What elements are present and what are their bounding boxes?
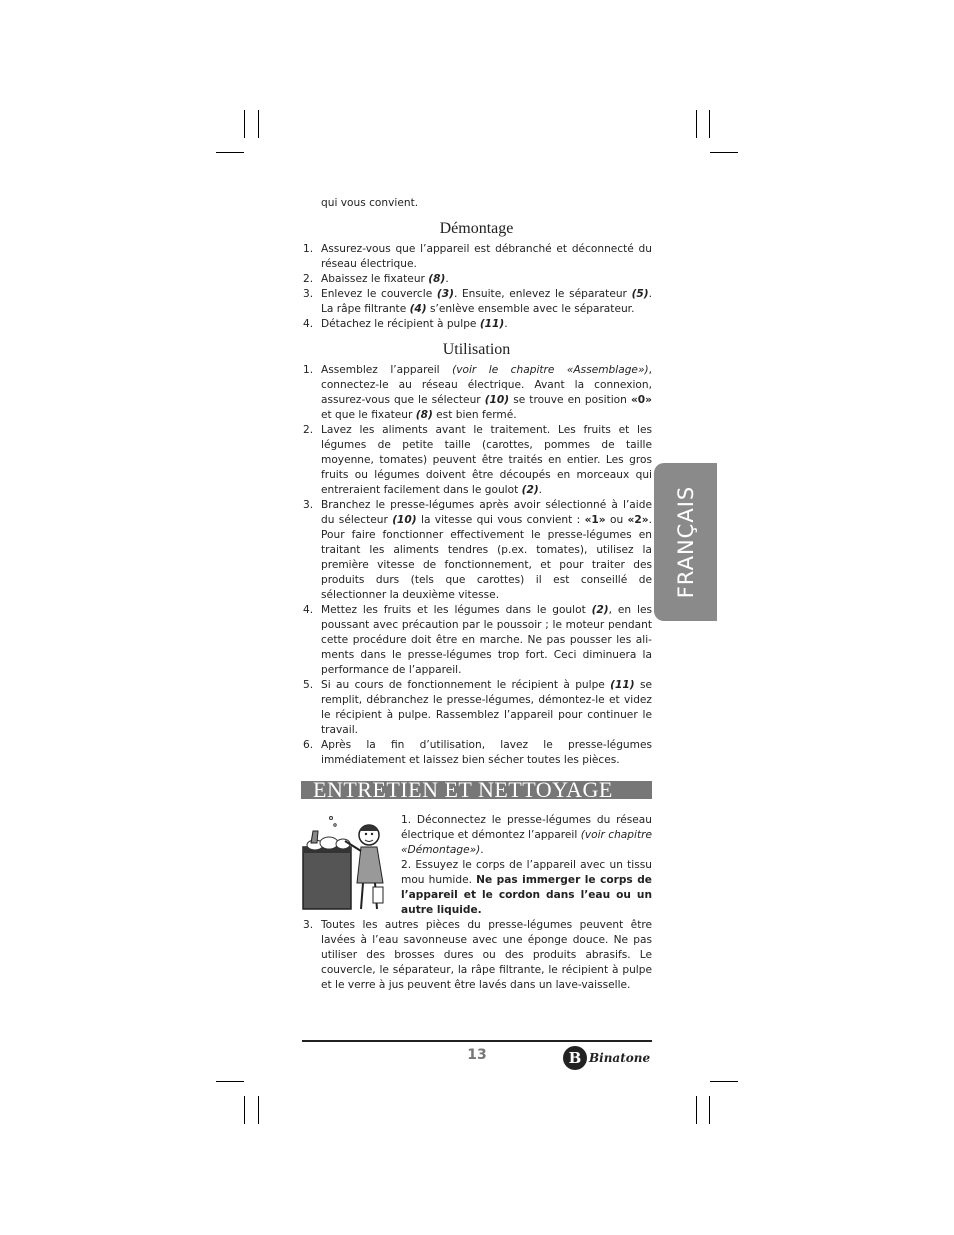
- footer-rule: [302, 1040, 652, 1042]
- text-run: Mettez les fruits et les légumes dans le goulot: [321, 604, 592, 616]
- text-run: , connectez-le au réseau électrique. Avant la connexion, assurez-vous que le sélecteur: [321, 364, 652, 406]
- crop-mark: [258, 110, 259, 138]
- text-run: et que le fixateur: [321, 409, 416, 421]
- list-item: [401, 858, 652, 918]
- crop-mark: [710, 152, 738, 153]
- text-run: . Pour faire fonctionner effectivement le presse-légumes en traitant les aliments tendres (p.ex. tomates), utilisez la première vitesse de fonctionnement, et pour traiter des produits durs (tels que carottes) il est conseillé de sélectionner la deuxième vitesse.: [321, 514, 652, 601]
- list-item: [301, 363, 652, 423]
- crop-mark: [709, 1096, 710, 1124]
- list-item-number: 1.: [303, 243, 314, 255]
- entretien-list: [301, 918, 652, 993]
- text-run: (4): [409, 303, 427, 315]
- washing-person-illustration: [301, 813, 397, 917]
- text-run: (voir chapitre «Démontage»): [401, 829, 652, 856]
- list-item-number: 2.: [303, 273, 314, 285]
- text-run: (11): [479, 318, 505, 330]
- list-item-number: 5.: [303, 679, 314, 691]
- intro-tail: qui vous convient.: [321, 197, 419, 209]
- text-run: est bien fermé.: [432, 409, 517, 421]
- text-run: (10): [392, 514, 417, 526]
- text-run: . La râpe filtrante: [321, 288, 653, 315]
- text-run: Toutes les autres pièces du presse-légumes peuvent être lavées à l’eau savonneuse avec une éponge douce. Ne pas utiliser des brosses dures ou des produits abrasifs. Le couvercle, le séparateur, la râpe filtrante, le récipient à pulpe et le verre à jus peuvent être lavés dans un lave-vaisselle.: [321, 919, 652, 991]
- list-item-number: 4.: [303, 318, 314, 330]
- list-item-number: 3.: [303, 499, 314, 511]
- text-run: .: [538, 484, 543, 496]
- crop-mark: [244, 1096, 245, 1124]
- crop-mark: [710, 1081, 738, 1082]
- text-run: «0»: [630, 394, 653, 406]
- text-run: s’enlève ensemble avec le séparateur.: [426, 303, 635, 315]
- list-item-number: 6.: [303, 739, 314, 751]
- list-item: [301, 678, 652, 738]
- crop-mark: [696, 110, 697, 138]
- text-run: «2»: [627, 514, 649, 526]
- text-run: .: [504, 318, 508, 330]
- list-item: [301, 287, 652, 317]
- text-run: .: [445, 273, 449, 285]
- crop-mark: [696, 1096, 697, 1124]
- brand-logo: [563, 1045, 650, 1071]
- utilisation-heading: Utilisation: [442, 341, 511, 358]
- text-run: Ne pas immerger le corps de l’appareil et le cordon dans l’eau ou un autre liquide.: [401, 874, 652, 916]
- text-run: Lavez les aliments avant le traitement. Les fruits et les légumes de petite taille (carottes, pommes de taille moyenne, tomates) peuvent être traités en entier. Les gros fruits ou légumes doivent être découpés en morceaux qui entreraient facilement dans le goulot: [321, 424, 652, 496]
- crop-mark: [258, 1096, 259, 1124]
- text-run: se trouve en position: [509, 394, 631, 406]
- text-run: (8): [415, 409, 433, 421]
- list-item: [301, 272, 652, 287]
- language-tab-label: FRANÇAIS: [673, 485, 698, 599]
- list-item: [301, 918, 652, 993]
- text-run: «1»: [584, 514, 606, 526]
- text-run: (11): [610, 679, 635, 691]
- text-run: ou: [605, 514, 628, 526]
- text-run: (10): [484, 394, 510, 406]
- list-item-number: 1.: [303, 364, 314, 376]
- text-run: . Ensuite, enlevez le séparateur: [453, 288, 632, 300]
- list-item: [301, 498, 652, 603]
- text-run: la vitesse qui vous convient :: [416, 514, 585, 526]
- text-run: (voir le chapitre «Assemblage»): [452, 364, 649, 376]
- text-run: Après la fin d’utilisation, lavez le presse-légumes immédiatement et laissez bien sécher toutes les pièces.: [321, 739, 652, 766]
- text-run: .: [480, 844, 484, 856]
- crop-mark: [216, 1081, 244, 1082]
- crop-mark: [244, 110, 245, 138]
- list-item-number: 3.: [303, 919, 314, 931]
- page-number: 13: [467, 1047, 487, 1063]
- demontage-list: [301, 242, 652, 332]
- list-item: [301, 423, 652, 498]
- text-run: (3): [436, 288, 454, 300]
- list-item: [301, 738, 652, 768]
- text-run: Branchez le presse-légumes après avoir sélectionné à l’aide du sélecteur: [321, 499, 652, 526]
- list-item: [301, 242, 652, 272]
- list-item-number: 3.: [303, 288, 314, 300]
- list-item: [301, 603, 652, 678]
- list-item: [301, 317, 652, 332]
- text-run: , en les poussant avec précaution par le poussoir ; le moteur pendant cette procédure doit être en marche. Ne pas pousser les ali-ments dans le presse-légumes trop fort. Ceci diminuera la performance de l’appareil.: [321, 604, 652, 676]
- text-run: Si au cours de fonctionnement le récipient à pulpe: [321, 679, 611, 691]
- page-content: [301, 196, 652, 993]
- list-item: [401, 813, 652, 858]
- maintenance-side-text: [401, 813, 652, 918]
- text-run: Enlevez le couvercle: [321, 288, 437, 300]
- text-run: Assemblez l’appareil: [321, 364, 453, 376]
- text-run: Abaissez le fixateur: [321, 273, 429, 285]
- brand-name: Binatone: [589, 1051, 651, 1065]
- crop-mark: [216, 152, 244, 153]
- text-run: 2. Essuyez le corps de l’appareil avec un tissu mou humide.: [401, 859, 652, 886]
- section-banner: ENTRETIEN ET NETTOYAGE: [301, 781, 652, 799]
- language-tab: [654, 463, 717, 621]
- text-run: (5): [631, 288, 649, 300]
- text-run: (2): [591, 604, 609, 616]
- list-item-number: 2.: [303, 424, 314, 436]
- demontage-heading: Démontage: [439, 220, 514, 237]
- text-run: (8): [428, 273, 446, 285]
- binatone-logo-icon: B: [563, 1046, 587, 1070]
- text-run: Détachez le récipient à pulpe: [321, 318, 480, 330]
- text-run: (2): [521, 484, 539, 496]
- text-run: 1. Déconnectez le presse-légumes du réseau électrique et démontez l’appareil: [401, 814, 652, 841]
- text-run: Assurez-vous que l’appareil est débranché et déconnecté du réseau électrique.: [321, 243, 652, 270]
- text-run: se remplit, débranchez le presse-légumes, démontez-le et videz le récipient à pulpe. Rassemblez l’appareil pour continuer le travail.: [321, 679, 652, 736]
- maintenance-block: [301, 813, 652, 918]
- list-item-number: 4.: [303, 604, 314, 616]
- crop-mark: [709, 110, 710, 138]
- utilisation-list: [301, 363, 652, 768]
